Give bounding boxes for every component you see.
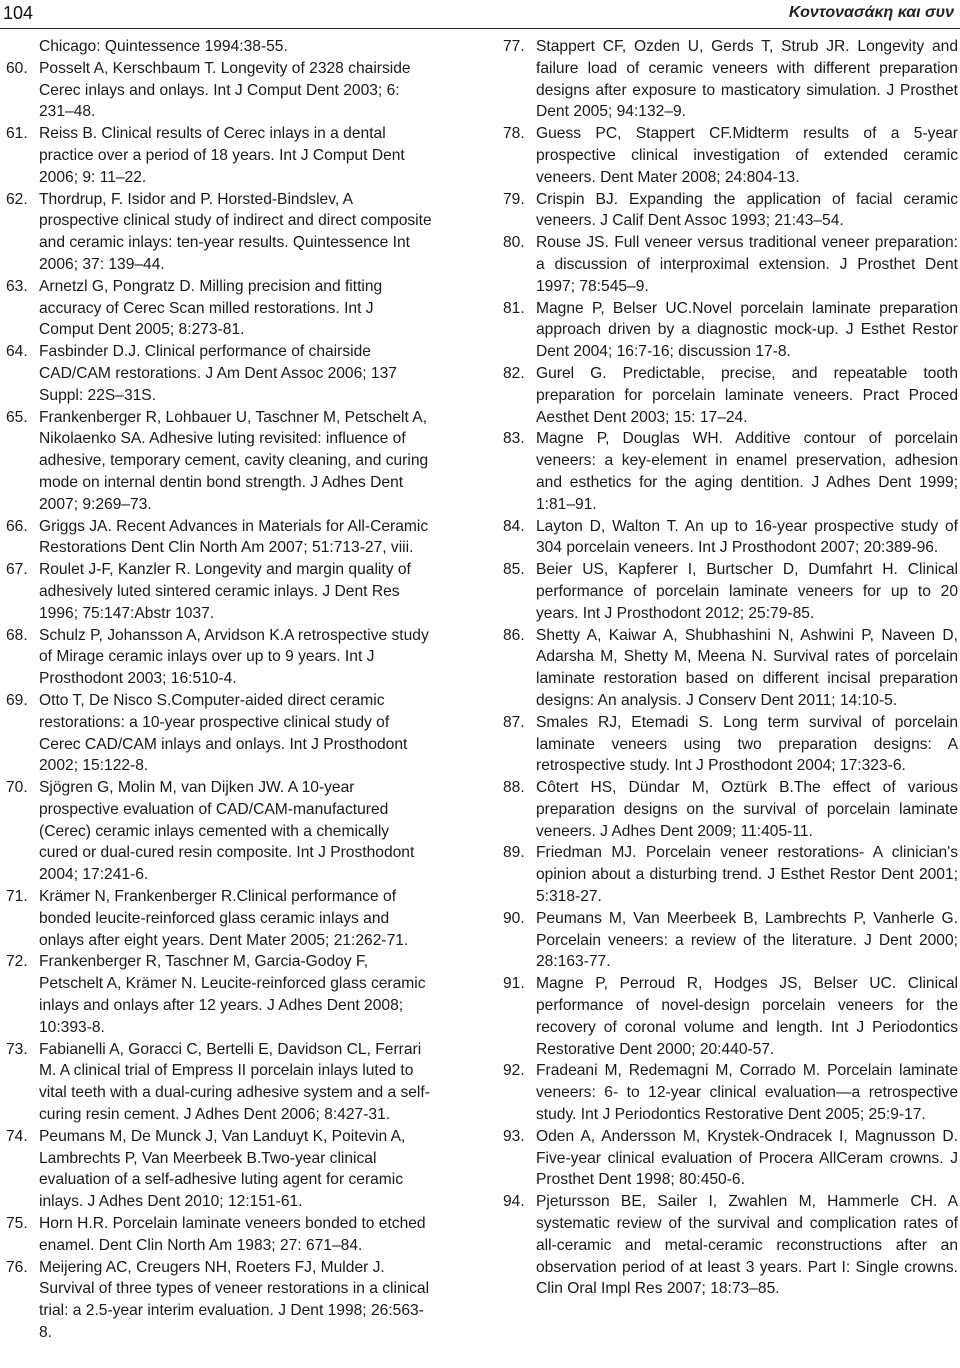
reference-item — [6, 58, 432, 123]
reference-item — [6, 341, 432, 406]
reference-number: 68. — [6, 626, 28, 644]
reference-text: Peumans M, Van Meerbeek B, Lambrechts P, Vanherle G. Porcelain veneers: a review of the literature. J Dent 2000; 28:163-77. — [536, 909, 958, 971]
reference-text: Posselt A, Kerschbaum T. Longevity of 2328 chairside Cerec inlays and onlays. Int J Comput Dent 2003; 6: 231–48. — [39, 59, 411, 121]
reference-item — [6, 516, 432, 560]
reference-text: Frankenberger R, Lohbauer U, Taschner M, Petschelt A, Nikolaenko SA. Adhesive luting revisited: influence of adhesive, temporary cement, cavity cleaning, and curing mode on internal dentin bond strength. J Adhes Dent 2007; 9:269–73. — [39, 408, 429, 513]
reference-item — [503, 625, 958, 712]
reference-text: Otto T, De Nisco S.Computer-aided direct ceramic restorations: a 10-year prospective clinical study of Cerec CAD/CAM inlays and onlays. Int J Prosthodont 2002; 15:122-8. — [39, 691, 408, 775]
reference-item — [503, 842, 958, 907]
reference-text: Shetty A, Kaiwar A, Shubhashini N, Ashwini P, Naveen D, Adarsha M, Shetty M, Meena N. Survival rates of porcelain laminate restoration based on different incisal preparation designs: An analysis. J Conserv Dent 2011; 14:10-5. — [536, 626, 958, 709]
reference-text: Thordrup, F. Isidor and P. Horsted-Bindslev, A prospective clinical study of indirect and direct composite and ceramic inlays: ten-year results. Quintessence Int 2006; 37: 139–44. — [39, 190, 432, 273]
reference-number: 79. — [503, 190, 525, 208]
reference-item — [503, 232, 958, 297]
reference-item — [503, 1126, 958, 1191]
reference-number: 89. — [503, 844, 525, 862]
reference-number: 78. — [503, 125, 525, 143]
page-number: 104 — [3, 3, 34, 23]
reference-number: 64. — [6, 343, 28, 361]
reference-item — [503, 559, 958, 624]
reference-item — [503, 712, 958, 777]
reference-number: 75. — [6, 1215, 28, 1233]
reference-item — [6, 1257, 432, 1344]
reference-number: 84. — [503, 517, 525, 535]
reference-item — [6, 1039, 432, 1126]
reference-text: Beier US, Kapferer I, Burtscher D, Dumfahrt H. Clinical performance of porcelain laminate veneers for up to 20 years. Int J Prosthodont 2012; 25:79-85. — [536, 561, 958, 622]
reference-number: 90. — [503, 909, 525, 927]
reference-text: Meijering AC, Creugers NH, Roeters FJ, Mulder J. Survival of three types of veneer restorations in a clinical trial: a 2.5-year interim evaluation. J Dent 1998; 26:563-8. — [39, 1258, 430, 1342]
reference-number: 73. — [6, 1040, 28, 1058]
reference-number: 69. — [6, 691, 28, 709]
reference-text: Schulz P, Johansson A, Arvidson K.A retrospective study of Mirage ceramic inlays over up to 9 years. Int J Prosthodont 2003; 16:510-4. — [39, 626, 429, 688]
reference-text: Magne P, Perroud R, Hodges JS, Belser UC. Clinical performance of novel-design porcelain veneers for the recovery of coronal volume and length. Int J Periodontics Restorative Dent 2000; 20:440-57. — [536, 975, 958, 1058]
reference-item — [6, 886, 432, 951]
reference-number: 85. — [503, 561, 525, 579]
reference-item — [503, 516, 958, 560]
reference-text: Côtert HS, Dündar M, Oztürk B.The effect of various preparation designs on the survival of porcelain laminate veneers. J Adhes Dent 2009; 11:405-11. — [536, 779, 958, 840]
reference-text: Crispin BJ. Expanding the application of facial ceramic veneers. J Calif Dent Assoc 1993; 21:43–54. — [536, 190, 958, 230]
reference-number: 94. — [503, 1193, 525, 1211]
reference-number: 80. — [503, 234, 525, 252]
reference-text: Magne P, Belser UC.Novel porcelain laminate preparation approach driven by a diagnostic mock-up. J Esthet Restor Dent 2004; 16:7-16; discussion 17-8. — [536, 299, 958, 361]
reference-item — [6, 189, 432, 276]
reference-item — [6, 559, 432, 624]
reference-text: Roulet J-F, Kanzler R. Longevity and margin quality of adhesively luted sintered ceramic inlays. J Dent Res 1996; 75:147:Abstr 1037. — [39, 561, 411, 622]
reference-number: 62. — [6, 190, 28, 208]
reference-number: 72. — [6, 953, 28, 971]
reference-text: Pjetursson BE, Sailer I, Zwahlen M, Hammerle CH. A systematic review of the survival and complication rates of all-ceramic and metal-ceramic reconstructions after an observation period of at least 3 years. Part I: Single crowns. Clin Oral Impl Res 2007; 18:73–85. — [536, 1193, 958, 1298]
reference-item — [6, 625, 432, 690]
reference-item — [503, 363, 958, 428]
right-reference-list — [503, 36, 958, 1300]
reference-item — [503, 908, 958, 973]
reference-text: Horn H.R. Porcelain laminate veneers bonded to etched enamel. Dent Clin North Am 1983; 27: 671–84. — [39, 1215, 426, 1254]
reference-text: Magne P, Douglas WH. Additive contour of porcelain veneers: a key-element in enamel preservation, adhesion and esthetics for the aging dentition. J Adhes Dent 1999; 1:81–91. — [536, 430, 958, 513]
reference-text: Krämer N, Frankenberger R.Clinical performance of bonded leucite-reinforced glass ceramic inlays and onlays after eight years. Dent Mater 2005; 21:262-71. — [39, 888, 409, 949]
reference-number: 66. — [6, 517, 28, 535]
reference-item — [6, 690, 432, 777]
reference-item — [503, 1060, 958, 1125]
reference-number: 61. — [6, 125, 28, 143]
reference-text: Griggs JA. Recent Advances in Materials for All-Ceramic Restorations Dent Clin North Am 2007; 51:713-27, viii. — [39, 517, 429, 557]
reference-number: 63. — [6, 277, 28, 295]
reference-text: Smales RJ, Etemadi S. Long term survival of porcelain laminate veneers using two preparation designs: A retrospective study. Int J Prosthodont 2004; 17:323-6. — [536, 713, 958, 775]
reference-item — [503, 298, 958, 363]
reference-continuation: Chicago: Quintessence 1994:38-55. — [39, 38, 288, 55]
left-reference-list — [6, 58, 432, 1344]
reference-number: 65. — [6, 408, 28, 426]
page-header — [0, 0, 960, 29]
reference-item — [503, 777, 958, 842]
reference-number: 93. — [503, 1127, 525, 1145]
reference-number: 76. — [6, 1258, 28, 1276]
left-column — [6, 36, 432, 1344]
reference-item — [6, 1126, 432, 1213]
reference-text: Layton D, Walton T. An up to 16-year prospective study of 304 porcelain veneers. Int J Prosthodont 2007; 20:389-96. — [536, 517, 958, 557]
reference-number: 70. — [6, 779, 28, 797]
reference-item — [6, 777, 432, 886]
reference-number: 83. — [503, 430, 525, 448]
reference-item — [503, 123, 958, 188]
reference-text: Oden A, Andersson M, Krystek-Ondracek I, Magnusson D. Five-year clinical evaluation of Procera AllCeram crowns. J Prosthet Dent 1998; 80:450-6. — [536, 1127, 958, 1189]
reference-text: Frankenberger R, Taschner M, Garcia-Godoy F, Petschelt A, Krämer N. Leucite-reinforced glass ceramic inlays and onlays after 12 years. J Adhes Dent 2008; 10:393-8. — [39, 953, 426, 1036]
reference-item — [6, 276, 432, 341]
right-column — [503, 36, 958, 1300]
reference-item — [6, 1213, 432, 1257]
reference-number: 71. — [6, 888, 28, 906]
reference-text: Gurel G. Predictable, precise, and repeatable tooth preparation for porcelain laminate veneers. Pract Proced Aesthet Dent 2003; 15: 17–24. — [536, 364, 958, 426]
reference-number: 67. — [6, 561, 28, 579]
reference-item — [503, 428, 958, 515]
reference-number: 92. — [503, 1062, 525, 1080]
reference-text: Fabianelli A, Goracci C, Bertelli E, Davidson CL, Ferrari M. A clinical trial of Empress II porcelain inlays luted to vital teeth with a dual-curing adhesive system and a self-curing resin cement. J Adhes Dent 2006; 8:427-31. — [39, 1040, 430, 1124]
reference-text: Fradeani M, Redemagni M, Corrado M. Porcelain laminate veneers: 6- to 12-year clinical evaluation—a retrospective study. Int J Periodontics Restorative Dent 2005; 25:9-17. — [536, 1062, 958, 1124]
reference-number: 82. — [503, 364, 525, 382]
reference-number: 60. — [6, 59, 28, 77]
reference-number: 88. — [503, 779, 525, 797]
reference-number: 77. — [503, 38, 525, 55]
reference-item — [503, 1191, 958, 1300]
reference-item — [6, 123, 432, 188]
reference-text: Guess PC, Stappert CF.Midterm results of a 5-year prospective clinical investigation of extended ceramic veneers. Dent Mater 2008; 24:804-13. — [536, 125, 958, 186]
reference-number: 91. — [503, 975, 525, 993]
reference-text: Reiss B. Clinical results of Cerec inlays in a dental practice over a period of 18 years. Int J Comput Dent 2006; 9: 11–22. — [39, 125, 405, 186]
reference-text: Fasbinder D.J. Clinical performance of chairside CAD/CAM restorations. J Am Dent Assoc 2006; 137 Suppl: 22S–31S. — [39, 343, 397, 404]
reference-text: Rouse JS. Full veneer versus traditional veneer preparation: a discussion of interproximal extension. J Prosthet Dent 1997; 78:545–9. — [536, 234, 958, 295]
reference-number: 87. — [503, 713, 525, 731]
reference-text: Stappert CF, Ozden U, Gerds T, Strub JR. Longevity and failure load of ceramic veneers with different preparation designs after exposure to masticatory simulation. J Prosthet Dent 2005; 94:132–9. — [536, 38, 958, 121]
reference-number: 74. — [6, 1127, 28, 1145]
reference-number: 81. — [503, 299, 525, 317]
reference-text: Sjögren G, Molin M, van Dijken JW. A 10-year prospective evaluation of CAD/CAM-manufactured (Cerec) ceramic inlays cemented with a chemically cured or dual-cured resin composite. Int J Prosthodont 2004; 17:241-6. — [39, 779, 415, 884]
running-title: Κοντονασάκη και συν — [788, 4, 954, 21]
reference-text: Friedman MJ. Porcelain veneer restorations- A clinician's opinion about a disturbing trend. J Esthet Restor Dent 2001; 5:318-27. — [536, 844, 958, 906]
reference-item — [503, 36, 958, 123]
reference-text: Peumans M, De Munck J, Van Landuyt K, Poitevin A, Lambrechts P, Van Meerbeek B.Two-year clinical evaluation of a self-adhesive luting agent for ceramic inlays. J Adhes Dent 2010; 12:151-61. — [39, 1127, 406, 1211]
reference-item — [503, 973, 958, 1060]
reference-item — [503, 189, 958, 233]
reference-text: Arnetzl G, Pongratz D. Milling precision and fitting accuracy of Cerec Scan milled restorations. Int J Comput Dent 2005; 8:273-81. — [39, 277, 383, 339]
reference-item — [6, 951, 432, 1038]
reference-item — [6, 407, 432, 516]
reference-number: 86. — [503, 626, 525, 644]
